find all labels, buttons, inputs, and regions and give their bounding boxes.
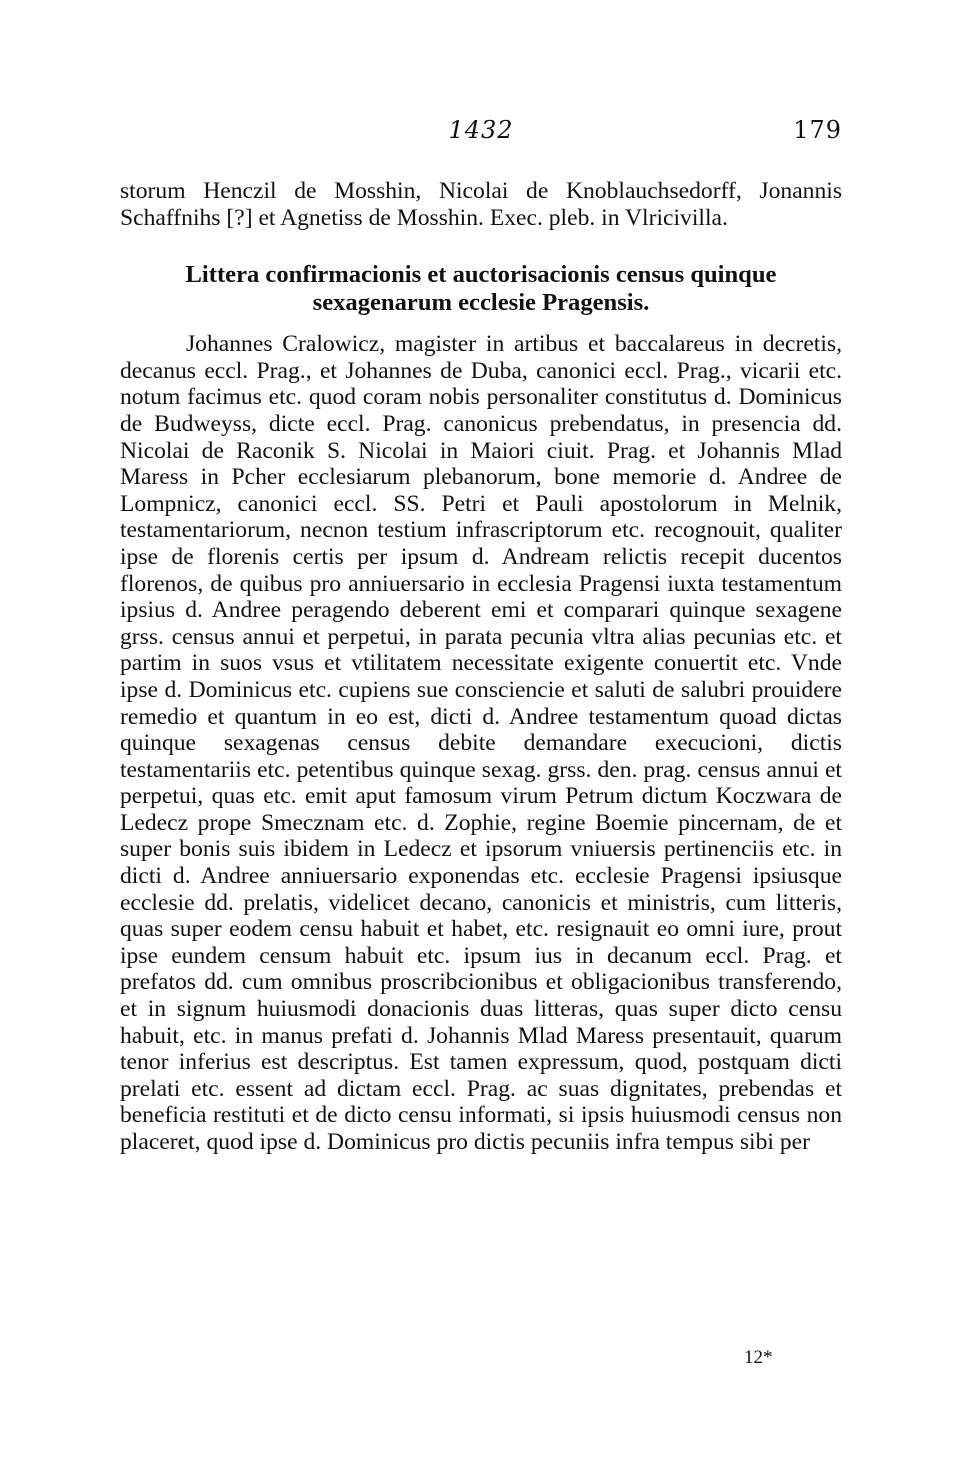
continued-paragraph: storum Henczil de Mosshin, Nicolai de Knoblauchsedorff, Jonannis Schaffnihs [?] et Agnetiss de Mosshin. Exec. pleb. in Vlricivilla.	[120, 178, 842, 231]
body-paragraph: Johannes Cralowicz, magister in artibus et baccalareus in decretis, decanus eccl. Prag., et Johannes de Duba, canonici eccl. Prag., vicarii etc. notum facimus etc. quod coram nobis personaliter constitutus d. Dominicus de Budweyss, dicte eccl. Prag. canonicus prebendatus, in presencia dd. Nicolai de Raconik S. Nicolai in Maiori ciuit. Prag. et Johannis Mlad Maress in Pcher ecclesiarum plebanorum, bone memorie d. Andree de Lompnicz, canonici eccl. SS. Petri et Pauli apostolorum in Melnik, testamentariorum, necnon testium infrascriptorum etc. recognouit, qualiter ipse de florenis certis per ipsum d. Andream relictis recepit ducentos florenos, de quibus pro anniuersario in ecclesia Pragensi iuxta testamentum ipsius d. Andree peragendo deberent emi et comparari quinque sexagene grss. census annui et perpetui, in parata pecunia vltra alias pecunias etc. et partim in suos vsus et vtilitatem necessitate exigente conuertit etc. Vnde ipse d. Dominicus etc. cupiens sue consciencie et saluti de salubri prouidere remedio et quantum in eo est, dicti d. Andree testamentum quoad dictas quinque sexagenas census debite demandare execucioni, dictis testamentariis etc. petentibus quinque sexag. grss. den. prag. census annui et perpetui, quas etc. emit aput famosum virum Petrum dictum Koczwara de Ledecz prope Smecznam etc. d. Zophie, regine Boemie pincernam, de et super bonis suis ibidem in Ledecz et ipsorum vniuersis pertinenciis etc. in dicti d. Andree anniuersario exponendas etc. ecclesie Pragensi ipsiusque ecclesie dd. prelatis, videlicet decano, canonicis et ministris, cum litteris, quas super eodem censu habuit et habet, etc. resignauit eo omni iure, prout ipse eundem censum habuit etc. ipsum ius in decanum eccl. Prag. et prefatos dd. cum omnibus proscribcionibus et obligacionibus transferendo, et in signum huiusmodi donacionis duas litteras, quas super dicto censu habuit, etc. in manus prefati d. Johannis Mlad Maress presentauit, quarum tenor inferius est descriptus. Est tamen expressum, quod, postquam dicti prelati etc. essent ad dictam eccl. Prag. ac suas dignitates, prebendas et beneficia restituti et de dicto censu informati, si ipsis huiusmodi census non placeret, quod ipse d. Dominicus pro dictis pecuniis infra tempus sibi per	[120, 331, 842, 1155]
section-heading: Littera confirmacionis et auctorisacionis census quinque sexagenarum ecclesie Pragensis.	[185, 261, 777, 317]
running-header	[120, 112, 842, 148]
header-year: 1432	[448, 116, 514, 144]
book-page	[120, 112, 842, 1156]
page-number: 179	[793, 116, 842, 144]
signature-mark: 12*	[744, 1347, 773, 1368]
